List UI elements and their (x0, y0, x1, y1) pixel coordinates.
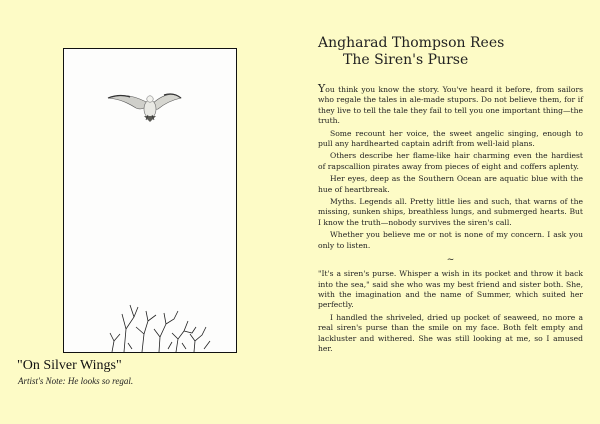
section-break: ~ (446, 255, 455, 266)
story-paragraph: Some recount her voice, the sweet angelic singing, enough to pull any hardhearted captain adrift from well-laid plans. (318, 128, 583, 149)
artwork-artist-note: Artist's Note: He looks so regal. (18, 376, 134, 386)
story-paragraph: Whether you believe me or not is none of my concern. I ask you only to listen. (318, 230, 583, 250)
story-paragraph: Myths. Legends all. Pretty little lies and such, that warns of the missing, sunken ships, breathless lungs, and submerged hearts. But I know the truth—nobody survives the siren's call. (318, 197, 583, 227)
tree-branches (110, 305, 210, 352)
story-paragraph: Others describe her flame-like hair charming even the hardiest of rapscallion pirates away from pieces of eight and coffers aplenty. (318, 151, 583, 171)
story-paragraph: I handled the shriveled, dried up pocket of seaweed, no more a real siren's purse than the smile on my face. Both felt empty and lackluster and withered. She was still looking at me, so I amused her. (318, 312, 583, 353)
story-paragraph (318, 84, 583, 127)
artwork-photo (63, 48, 237, 353)
story-paragraph: Her eyes, deep as the Southern Ocean are aquatic blue with the hue of heartbreak. (318, 174, 583, 194)
artwork-caption-title: "On Silver Wings" (17, 358, 122, 373)
drop-cap: Y (318, 82, 326, 95)
story-title: The Siren's Purse (343, 52, 469, 68)
story-body (318, 84, 583, 356)
author-name: Angharad Thompson Rees (318, 35, 505, 51)
paragraph-text: ou think you know the story. You've heard it before, from sailors who regale the tales in ale-made stupors. Do not believe them, for if they live to tell the tale they fail to tell you one important thing—the truth. (318, 85, 583, 126)
bird-in-flight-illustration (64, 49, 236, 352)
story-paragraph: "It's a siren's purse. Whisper a wish in its pocket and throw it back into the sea," said she who was my best friend and sister both. She, with the imagination and the name of Summer, which suited her perfectly. (318, 269, 583, 310)
